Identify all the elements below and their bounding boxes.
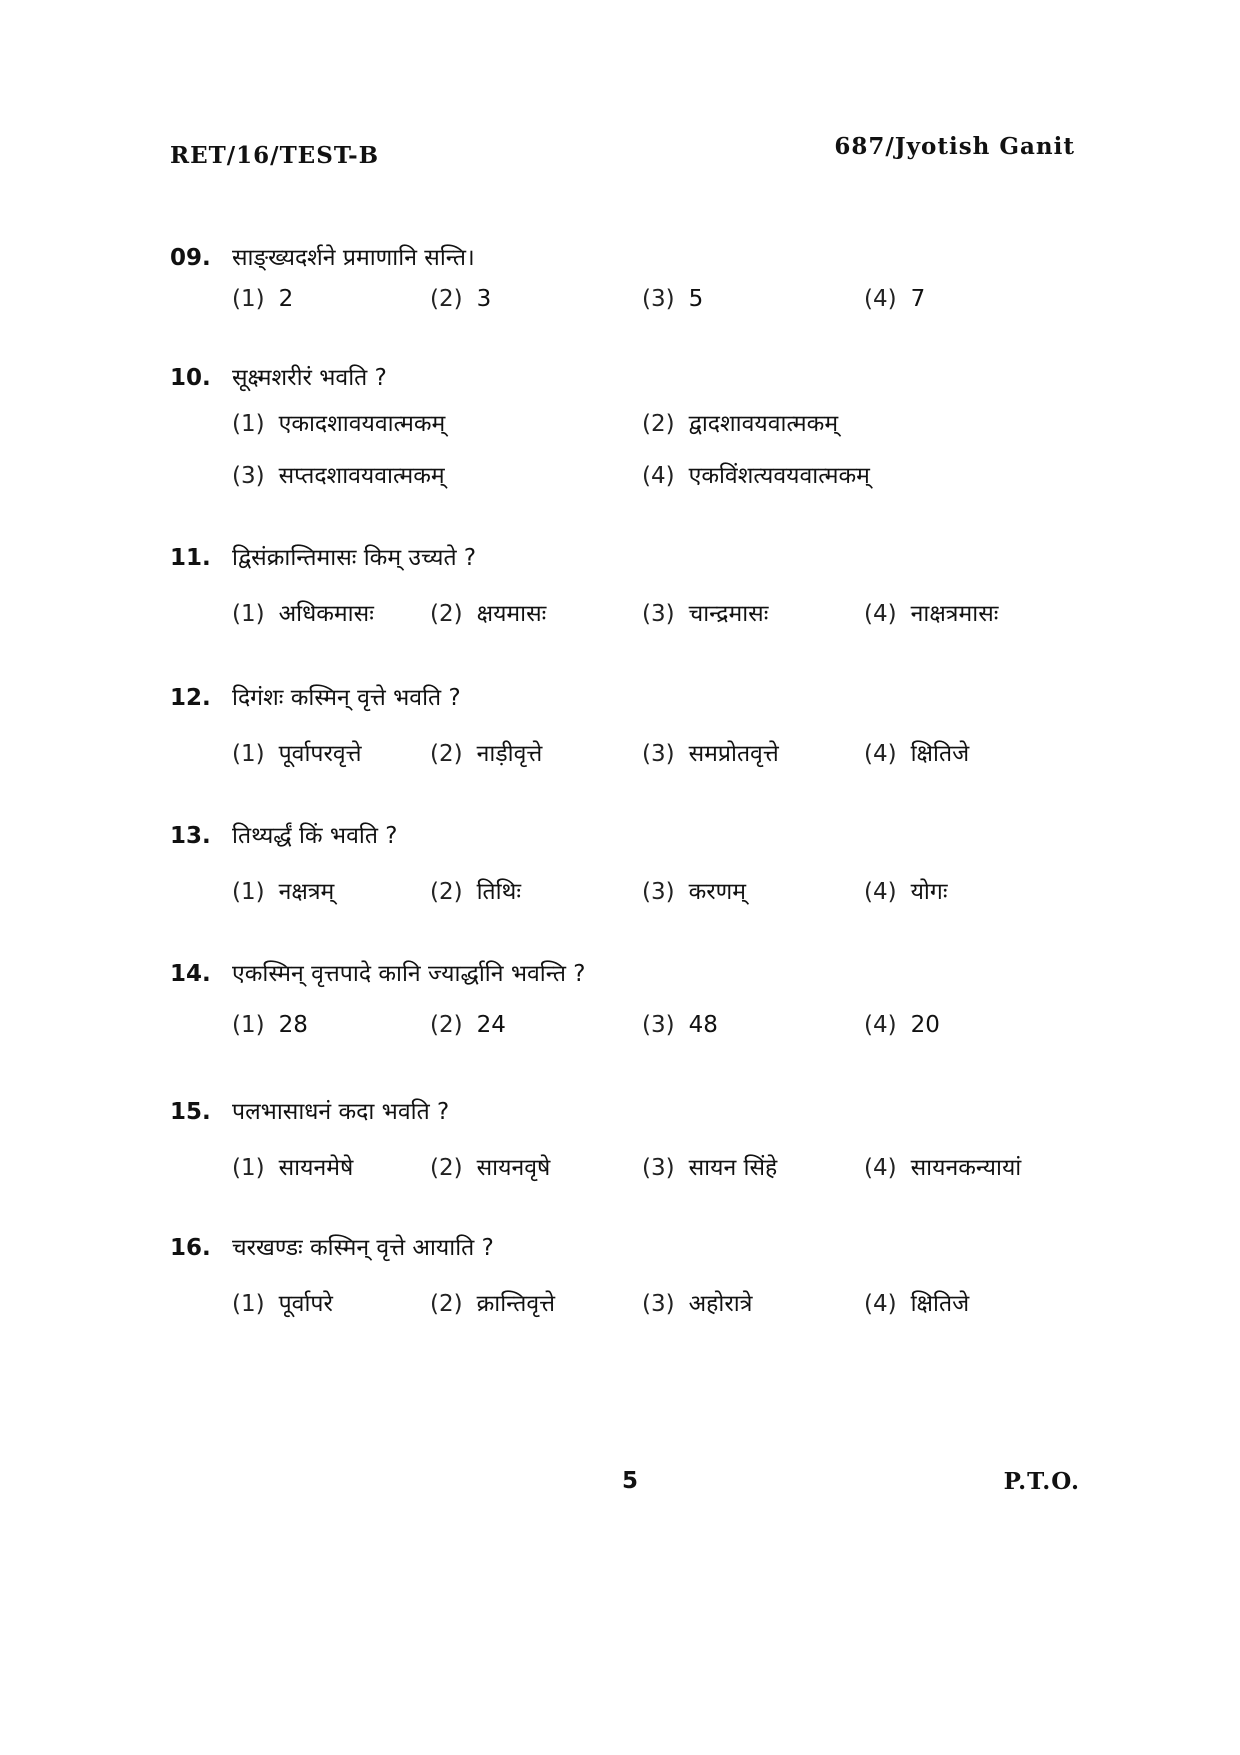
- option-4: [864, 286, 925, 312]
- option-number: (2): [430, 1291, 463, 1317]
- option-text: अहोरात्रे: [688, 1291, 753, 1317]
- question-number: 14.: [170, 961, 211, 987]
- option-number: (4): [642, 463, 675, 489]
- option-number: (4): [864, 741, 897, 767]
- page-number: 5: [622, 1468, 639, 1494]
- option-text: पूर्वापरवृत्ते: [278, 741, 362, 767]
- option-2: [430, 596, 546, 628]
- option-text: नक्षत्रम्: [278, 879, 335, 905]
- option-text: 3: [476, 286, 492, 312]
- option-1: [232, 596, 374, 628]
- option-4: [642, 458, 870, 490]
- option-text: अधिकमासः: [278, 601, 374, 627]
- option-text: 5: [688, 286, 704, 312]
- option-number: (2): [430, 741, 463, 767]
- question-text: चरखण्डः कस्मिन् वृत्ते आयाति ?: [232, 1235, 494, 1261]
- option-text: तिथिः: [476, 879, 521, 905]
- option-1: [232, 406, 445, 438]
- option-4: [864, 1286, 969, 1318]
- option-number: (4): [864, 1155, 897, 1181]
- option-text: सायन सिंहे: [688, 1155, 778, 1181]
- question-number: 09.: [170, 245, 211, 271]
- question-09: [170, 240, 1130, 320]
- option-text: क्षयमासः: [476, 601, 547, 627]
- question-13: [170, 818, 1130, 908]
- option-4: [864, 736, 969, 768]
- question-12: [170, 680, 1130, 770]
- option-1: [232, 736, 362, 768]
- option-text: 48: [688, 1012, 718, 1038]
- option-number: (1): [232, 601, 265, 627]
- option-number: (1): [232, 1155, 265, 1181]
- option-text: सप्तदशावयवात्मकम्: [278, 463, 445, 489]
- option-number: (2): [430, 286, 463, 312]
- option-number: (2): [430, 1012, 463, 1038]
- option-2: [642, 406, 838, 438]
- option-1: [232, 286, 293, 312]
- question-10: [170, 360, 1130, 502]
- option-text: क्रान्तिवृत्ते: [476, 1291, 556, 1317]
- option-text: क्षितिजे: [910, 1291, 970, 1317]
- option-number: (3): [642, 1291, 675, 1317]
- option-4: [864, 596, 998, 628]
- question-number: 16.: [170, 1235, 211, 1261]
- question-text: एकस्मिन् वृत्तपादे कानि ज्यार्द्धानि भवन्ति ?: [232, 961, 586, 987]
- option-3: [642, 1012, 718, 1038]
- option-3: [232, 458, 445, 490]
- option-text: सायनमेषे: [278, 1155, 354, 1181]
- question-11: [170, 540, 1130, 630]
- option-number: (2): [430, 879, 463, 905]
- option-text: एकविंशत्यवयवात्मकम्: [688, 463, 870, 489]
- option-number: (4): [864, 879, 897, 905]
- options: [232, 596, 1130, 630]
- question-15: [170, 1094, 1130, 1184]
- option-number: (3): [642, 1155, 675, 1181]
- option-2: [430, 736, 542, 768]
- option-3: [642, 1150, 777, 1182]
- question-number: 12.: [170, 685, 211, 711]
- options: [232, 1286, 1130, 1320]
- option-text: नाक्षत्रमासः: [910, 601, 999, 627]
- option-text: 2: [278, 286, 294, 312]
- option-number: (3): [642, 1012, 675, 1038]
- option-text: 20: [910, 1012, 940, 1038]
- option-3: [642, 874, 746, 906]
- option-3: [642, 286, 703, 312]
- option-1: [232, 1286, 333, 1318]
- question-text: द्विसंक्रान्तिमासः किम् उच्यते ?: [232, 545, 477, 571]
- option-1: [232, 1012, 308, 1038]
- option-1: [232, 1150, 353, 1182]
- option-4: [864, 1012, 940, 1038]
- option-1: [232, 874, 334, 906]
- question-text: दिगंशः कस्मिन् वृत्ते भवति ?: [232, 685, 461, 711]
- option-text: चान्द्रमासः: [688, 601, 769, 627]
- option-number: (3): [232, 463, 265, 489]
- option-text: पूर्वापरे: [278, 1291, 333, 1317]
- option-text: समप्रोतवृत्ते: [688, 741, 779, 767]
- option-number: (4): [864, 286, 897, 312]
- option-text: 7: [910, 286, 926, 312]
- option-number: (1): [232, 1012, 265, 1038]
- question-16: [170, 1230, 1130, 1320]
- option-number: (4): [864, 601, 897, 627]
- option-text: नाड़ीवृत्ते: [476, 741, 543, 767]
- option-text: द्वादशावयवात्मकम्: [688, 411, 839, 437]
- question-text: पलभासाधनं कदा भवति ?: [232, 1099, 450, 1125]
- option-3: [642, 596, 768, 628]
- option-2: [430, 286, 491, 312]
- option-3: [642, 1286, 752, 1318]
- option-4: [864, 874, 948, 906]
- option-text: क्षितिजे: [910, 741, 970, 767]
- option-text: सायनकन्यायां: [910, 1155, 1022, 1181]
- option-number: (1): [232, 741, 265, 767]
- options: [232, 1150, 1130, 1184]
- option-number: (2): [430, 601, 463, 627]
- option-2: [430, 874, 521, 906]
- option-2: [430, 1012, 506, 1038]
- options: [232, 286, 1130, 320]
- option-text: योगः: [910, 879, 948, 905]
- options: [232, 1012, 1130, 1046]
- question-number: 10.: [170, 365, 211, 391]
- option-number: (1): [232, 879, 265, 905]
- exam-code: RET/16/TEST-B: [170, 142, 380, 169]
- question-number: 13.: [170, 823, 211, 849]
- subject-title: 687/Jyotish Ganit: [834, 133, 1075, 160]
- options: [232, 874, 1130, 908]
- option-number: (2): [642, 411, 675, 437]
- option-2: [430, 1150, 550, 1182]
- please-turn-over: P.T.O.: [1003, 1468, 1080, 1495]
- option-text: 24: [476, 1012, 506, 1038]
- option-number: (1): [232, 1291, 265, 1317]
- option-number: (4): [864, 1012, 897, 1038]
- option-number: (1): [232, 286, 265, 312]
- option-number: (1): [232, 411, 265, 437]
- question-number: 15.: [170, 1099, 211, 1125]
- option-number: (3): [642, 879, 675, 905]
- option-number: (3): [642, 601, 675, 627]
- option-2: [430, 1286, 555, 1318]
- option-number: (4): [864, 1291, 897, 1317]
- question-14: [170, 956, 1130, 1046]
- option-text: करणम्: [688, 879, 747, 905]
- option-number: (2): [430, 1155, 463, 1181]
- option-4: [864, 1150, 1021, 1182]
- options: [232, 736, 1130, 770]
- option-text: सायनवृषे: [476, 1155, 551, 1181]
- options: [232, 406, 1130, 502]
- option-text: 28: [278, 1012, 308, 1038]
- question-number: 11.: [170, 545, 211, 571]
- option-number: (3): [642, 741, 675, 767]
- question-text: तिथ्यर्द्धं किं भवति ?: [232, 823, 398, 849]
- option-number: (3): [642, 286, 675, 312]
- question-text: सूक्ष्मशरीरं भवति ?: [232, 365, 387, 391]
- option-3: [642, 736, 779, 768]
- question-text: साङ्ख्यदर्शने प्रमाणानि सन्ति।: [232, 245, 475, 271]
- option-text: एकादशावयवात्मकम्: [278, 411, 446, 437]
